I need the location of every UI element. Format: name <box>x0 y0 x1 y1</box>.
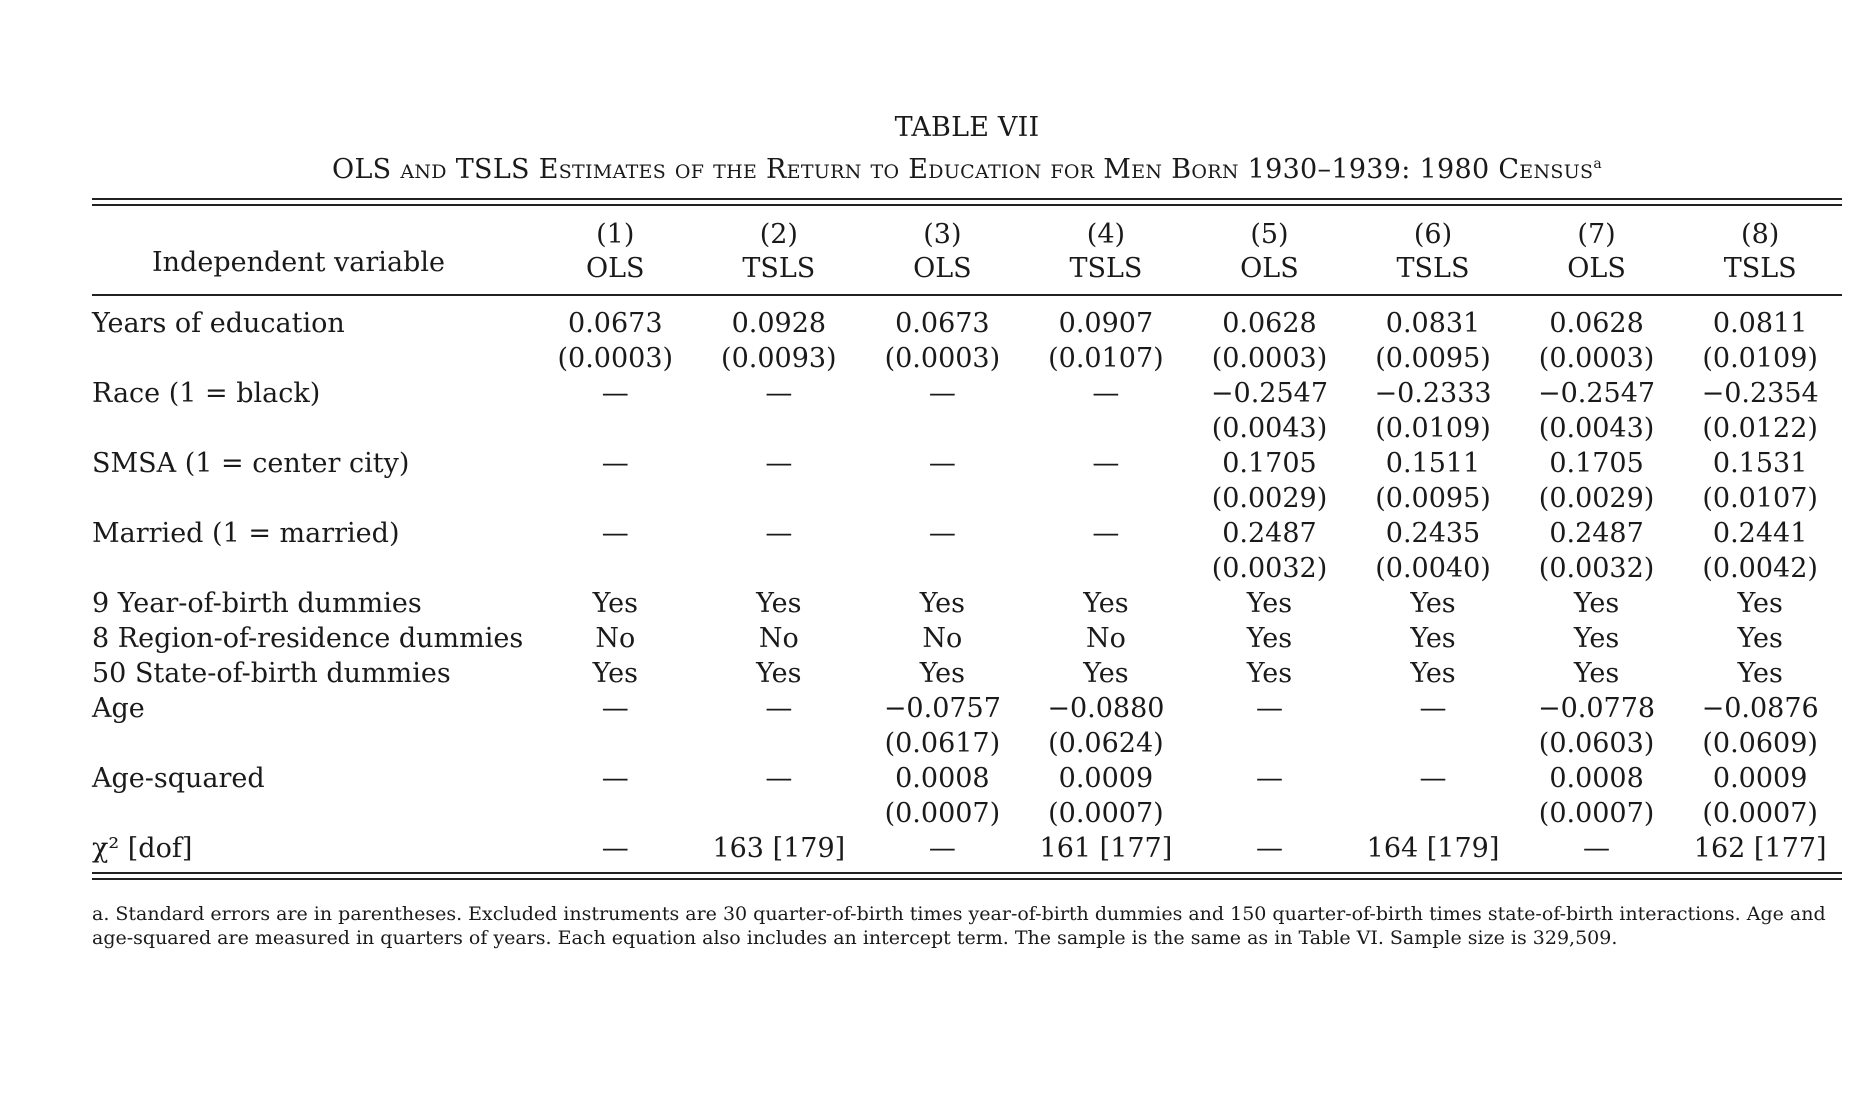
table-cell <box>697 411 861 446</box>
row-label: Age-squared <box>92 763 265 794</box>
table-cell: Yes <box>1246 588 1293 619</box>
table-footnote: a. Standard errors are in parentheses. Excluded instruments are 30 quarter-of-birth times year-of-birth dummies and 150 quarter-of-birth times state-of-birth interactions. Age and age-squared are measured in quarters of years. Each equation also includes an intercept term. The sample is the same as in Table VI. Sample size is 329,509. <box>92 903 1826 949</box>
table-cell: Yes <box>1083 588 1129 619</box>
table-cell <box>534 481 698 516</box>
table-cell: (0.0109) <box>1702 343 1818 374</box>
table-cell: — <box>601 693 629 724</box>
row-label <box>92 481 534 516</box>
header-independent-variable: Independent variable <box>152 247 445 278</box>
row-label <box>92 411 534 446</box>
table-body <box>92 296 1842 872</box>
table-cell: Yes <box>1737 588 1783 619</box>
table-cell: 0.0008 <box>895 763 990 794</box>
table-cell: — <box>601 378 629 409</box>
table-cell: (0.0043) <box>1538 413 1655 444</box>
table-row <box>92 376 1842 411</box>
table-cell: 0.0673 <box>895 308 990 339</box>
table-cell: 0.2435 <box>1385 518 1481 549</box>
table-cell: — <box>765 448 793 479</box>
table-cell: (0.0617) <box>884 728 1001 759</box>
col-method: OLS <box>1567 253 1626 284</box>
col-number: (3) <box>923 219 962 250</box>
row-label: 50 State-of-birth dummies <box>92 658 451 689</box>
table-cell: (0.0109) <box>1375 413 1491 444</box>
header-row-numbers <box>92 206 1842 252</box>
col-method: TSLS <box>742 253 816 284</box>
table-subtitle-footnote-mark: a <box>1593 156 1602 172</box>
table-row <box>92 831 1842 872</box>
table-cell <box>697 551 861 586</box>
table-cell: (0.0003) <box>1211 343 1328 374</box>
table-row <box>92 796 1842 831</box>
table-cell: No <box>595 623 636 654</box>
table-cell: −0.2354 <box>1701 378 1819 409</box>
table-cell <box>697 726 861 761</box>
row-label: Years of education <box>92 308 345 339</box>
table-cell: Yes <box>1246 623 1293 654</box>
table-cell: 0.0008 <box>1549 763 1644 794</box>
regression-table <box>92 206 1842 872</box>
table-cell: Yes <box>1410 588 1456 619</box>
table-cell: — <box>765 693 793 724</box>
table-cell <box>534 411 698 446</box>
table-cell: — <box>928 833 956 864</box>
table-cell: 0.1531 <box>1712 448 1808 479</box>
bottom-double-rule <box>92 872 1842 880</box>
col-method: TSLS <box>1069 253 1143 284</box>
table-cell <box>861 551 1025 586</box>
table-cell: (0.0095) <box>1375 483 1491 514</box>
top-double-rule <box>92 198 1842 206</box>
table-cell <box>1024 411 1188 446</box>
row-label: SMSA (1 = center city) <box>92 448 410 479</box>
table-cell: No <box>758 623 799 654</box>
table-cell <box>534 796 698 831</box>
table-cell: 0.0673 <box>568 308 663 339</box>
col-method: TSLS <box>1723 253 1797 284</box>
table-cell: −0.0757 <box>883 693 1001 724</box>
table-row <box>92 411 1842 446</box>
table-cell: — <box>1092 448 1120 479</box>
table-cell <box>861 481 1025 516</box>
table-cell: (0.0043) <box>1211 413 1328 444</box>
table-cell: (0.0624) <box>1048 728 1164 759</box>
table-cell: — <box>1255 693 1283 724</box>
table-cell: — <box>765 378 793 409</box>
table-cell <box>697 481 861 516</box>
table-row <box>92 481 1842 516</box>
table-cell: (0.0603) <box>1538 728 1655 759</box>
table-cell: — <box>928 518 956 549</box>
table-cell <box>1351 796 1515 831</box>
table-cell: — <box>928 448 956 479</box>
table-cell: 163 [179] <box>712 833 846 864</box>
table-cell: (0.0095) <box>1375 343 1491 374</box>
table-cell: (0.0003) <box>1538 343 1655 374</box>
table-cell: Yes <box>756 588 802 619</box>
table-row <box>92 296 1842 341</box>
table-row <box>92 691 1842 726</box>
table-cell: Yes <box>919 658 966 689</box>
table-cell: — <box>765 518 793 549</box>
table-cell: — <box>1255 833 1283 864</box>
table-cell: (0.0029) <box>1538 483 1655 514</box>
table-cell: (0.0609) <box>1702 728 1818 759</box>
table-cell: Yes <box>1410 623 1456 654</box>
table-cell: — <box>1419 763 1447 794</box>
row-label <box>92 726 534 761</box>
table-subtitle-text: OLS and TSLS Estimates of the Return to Education for Men Born 1930–1939: 1980 Census <box>332 154 1594 185</box>
table-cell <box>1351 726 1515 761</box>
table-cell: 161 [177] <box>1039 833 1173 864</box>
table-cell: 0.1705 <box>1549 448 1644 479</box>
table-cell <box>1024 481 1188 516</box>
row-label <box>92 341 534 376</box>
table-cell: −0.2333 <box>1374 378 1492 409</box>
table-cell <box>861 411 1025 446</box>
table-subtitle <box>92 146 1842 188</box>
table-cell: −0.0880 <box>1047 693 1165 724</box>
table-cell: 0.0009 <box>1058 763 1154 794</box>
table-row <box>92 656 1842 691</box>
col-number: (2) <box>759 219 798 250</box>
table-cell: (0.0107) <box>1048 343 1164 374</box>
table-cell: (0.0107) <box>1702 483 1818 514</box>
row-label: 8 Region-of-residence dummies <box>92 623 524 654</box>
table-cell: (0.0029) <box>1211 483 1328 514</box>
table-cell: 164 [179] <box>1366 833 1500 864</box>
table-cell: — <box>601 518 629 549</box>
row-label: Race (1 = black) <box>92 378 321 409</box>
table-cell: — <box>601 448 629 479</box>
table-cell: (0.0003) <box>557 343 674 374</box>
table-cell: Yes <box>592 658 638 689</box>
row-label <box>92 551 534 586</box>
table-cell <box>1188 726 1352 761</box>
table-cell: Yes <box>1573 658 1620 689</box>
table-container <box>92 110 1842 950</box>
row-label: 9 Year-of-birth dummies <box>92 588 422 619</box>
table-cell: (0.0007) <box>1702 798 1818 829</box>
col-method: OLS <box>913 253 972 284</box>
table-cell: 162 [177] <box>1693 833 1827 864</box>
table-cell: (0.0093) <box>721 343 837 374</box>
col-method: TSLS <box>1396 253 1470 284</box>
table-cell: 0.2487 <box>1549 518 1644 549</box>
table-cell: Yes <box>1573 588 1620 619</box>
table-cell <box>534 551 698 586</box>
col-method: OLS <box>585 253 645 284</box>
table-cell: — <box>1583 833 1611 864</box>
row-label: χ² [dof] <box>92 833 193 864</box>
table-cell: −0.2547 <box>1538 378 1656 409</box>
table-cell: 0.1705 <box>1222 448 1317 479</box>
table-cell: Yes <box>1083 658 1129 689</box>
table-cell: — <box>1092 518 1120 549</box>
row-label: Age <box>92 693 145 724</box>
table-cell: (0.0007) <box>1048 798 1164 829</box>
table-cell: (0.0032) <box>1211 553 1328 584</box>
table-row <box>92 551 1842 586</box>
table-cell: Yes <box>1737 658 1783 689</box>
table-cell: (0.0007) <box>1538 798 1655 829</box>
table-cell: 0.0811 <box>1712 308 1808 339</box>
col-number: (8) <box>1741 219 1780 250</box>
table-cell: (0.0003) <box>884 343 1001 374</box>
table-row <box>92 446 1842 481</box>
col-number: (4) <box>1086 219 1126 250</box>
table-cell: — <box>928 378 956 409</box>
table-cell: Yes <box>919 588 966 619</box>
table-cell: — <box>765 763 793 794</box>
row-label: Married (1 = married) <box>92 518 400 549</box>
table-cell: Yes <box>1410 658 1456 689</box>
table-title: TABLE VII <box>894 112 1040 143</box>
table-cell: No <box>922 623 963 654</box>
table-cell: 0.2441 <box>1712 518 1808 549</box>
col-number: (5) <box>1250 219 1289 250</box>
table-row <box>92 726 1842 761</box>
table-cell: −0.0778 <box>1538 693 1656 724</box>
table-row <box>92 761 1842 796</box>
table-cell: No <box>1085 623 1126 654</box>
table-cell <box>534 726 698 761</box>
table-row <box>92 586 1842 621</box>
col-number: (7) <box>1577 219 1616 250</box>
table-cell: −0.0876 <box>1701 693 1819 724</box>
table-cell: — <box>1255 763 1283 794</box>
table-cell: Yes <box>1573 623 1620 654</box>
table-cell: — <box>1419 693 1447 724</box>
table-cell: 0.1511 <box>1385 448 1481 479</box>
table-cell: Yes <box>1246 658 1293 689</box>
table-cell: −0.2547 <box>1210 378 1329 409</box>
row-label <box>92 796 534 831</box>
table-cell: — <box>601 833 629 864</box>
table-cell <box>697 796 861 831</box>
table-cell: (0.0032) <box>1538 553 1655 584</box>
col-number: (1) <box>596 219 635 250</box>
table-cell: Yes <box>756 658 802 689</box>
table-row <box>92 621 1842 656</box>
table-cell <box>1188 796 1352 831</box>
table-cell: (0.0042) <box>1702 553 1818 584</box>
table-row <box>92 341 1842 376</box>
col-method: OLS <box>1240 253 1299 284</box>
table-cell: (0.0007) <box>884 798 1001 829</box>
table-cell: Yes <box>1737 623 1783 654</box>
table-cell: 0.0928 <box>731 308 827 339</box>
table-cell: 0.0009 <box>1712 763 1808 794</box>
table-cell: Yes <box>592 588 638 619</box>
table-cell: 0.0831 <box>1385 308 1481 339</box>
table-cell: 0.0628 <box>1222 308 1317 339</box>
table-cell: — <box>1092 378 1120 409</box>
table-cell: 0.0907 <box>1058 308 1154 339</box>
table-cell: 0.0628 <box>1549 308 1644 339</box>
table-cell: (0.0040) <box>1375 553 1491 584</box>
table-row <box>92 516 1842 551</box>
table-cell: 0.2487 <box>1222 518 1317 549</box>
table-cell: (0.0122) <box>1702 413 1818 444</box>
table-cell: — <box>601 763 629 794</box>
table-cell <box>1024 551 1188 586</box>
col-number: (6) <box>1413 219 1453 250</box>
